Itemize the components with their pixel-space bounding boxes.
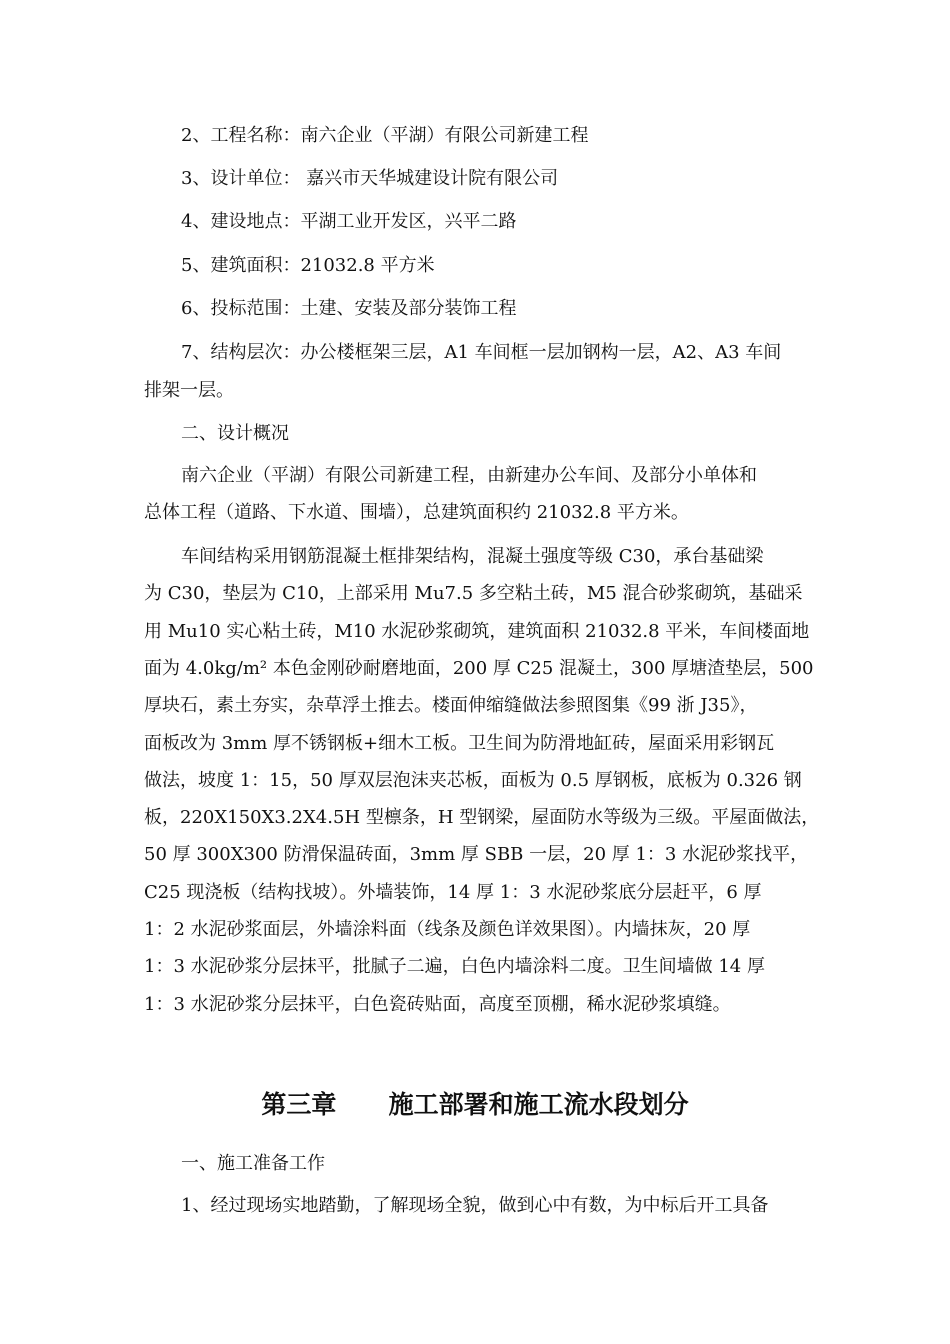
detail-line-3: 用 Mu10 实心粘土砖，M10 水泥砂浆砌筑，建筑面积 21032.8 平米，车间楼面地 — [144, 621, 810, 642]
detail-line-9: 50 厚 300X300 防滑保温砖面，3mm 厚 SBB 一层，20 厚 1：3 水泥砂浆找平， — [144, 844, 809, 865]
detail-line-10: C25 现浇板（结构找坡）。外墙装饰，14 厚 1：3 水泥砂浆底分层赶平，6 厚 — [144, 882, 762, 903]
overview-line-2: 总体工程（道路、下水道、围墙），总建筑面积约 21032.8 平方米。 — [144, 502, 689, 523]
project-name-line: 2、工程名称：南六企业（平湖）有限公司新建工程 — [181, 125, 589, 146]
site-location-line: 4、建设地点：平湖工业开发区，兴平二路 — [181, 211, 517, 232]
prep-work-heading: 一、施工准备工作 — [181, 1153, 325, 1174]
detail-line-5: 厚块石，素土夯实，杂草浮土推去。楼面伸缩缝做法参照图集《99 浙 J35》， — [144, 695, 758, 716]
design-unit-line: 3、设计单位： 嘉兴市天华城建设计院有限公司 — [181, 168, 559, 189]
detail-line-6: 面板改为 3mm 厚不锈钢板+细木工板。卫生间为防滑地缸砖，屋面采用彩钢瓦 — [144, 733, 775, 754]
bid-scope-line: 6、投标范围：土建、安装及部分装饰工程 — [181, 298, 517, 319]
detail-line-4: 面为 4.0kg/m² 本色金刚砂耐磨地面，200 厚 C25 混凝土，300 厚塘渣垫层，500 — [144, 658, 814, 679]
chapter-title: 第三章 施工部署和施工流水段划分 — [261, 1090, 689, 1119]
detail-line-2: 为 C30，垫层为 C10，上部采用 Mu7.5 多空粘土砖，M5 混合砂浆砌筑，基础采 — [144, 583, 803, 604]
detail-line-12: 1：3 水泥砂浆分层抹平，批腻子二遍，白色内墙涂料二度。卫生间墙做 14 厚 — [144, 956, 765, 977]
structure-line-1: 7、结构层次：办公楼框架三层，A1 车间框一层加钢构一层，A2、A3 车间 — [181, 342, 782, 363]
detail-line-8: 板，220X150X3.2X4.5H 型檩条，H 型钢梁，屋面防水等级为三级。平屋面做法， — [144, 807, 820, 828]
prep-item-1: 1、经过现场实地踏勤，了解现场全貌，做到心中有数，为中标后开工具备 — [181, 1195, 769, 1216]
detail-line-1: 车间结构采用钢筋混凝土框排架结构，混凝土强度等级 C30，承台基础梁 — [181, 546, 764, 567]
detail-line-11: 1：2 水泥砂浆面层，外墙涂料面（线条及颜色详效果图）。内墙抹灰，20 厚 — [144, 919, 751, 940]
building-area-line: 5、建筑面积：21032.8 平方米 — [181, 255, 435, 276]
detail-line-13: 1：3 水泥砂浆分层抹平，白色瓷砖贴面，高度至顶棚，稀水泥砂浆填缝。 — [144, 994, 731, 1015]
detail-line-7: 做法，坡度 1：15，50 厚双层泡沫夹芯板，面板为 0.5 厚钢板，底板为 0.326 钢 — [144, 770, 802, 791]
overview-line-1: 南六企业（平湖）有限公司新建工程，由新建办公车间、及部分小单体和 — [181, 465, 757, 486]
design-overview-heading: 二、设计概况 — [181, 423, 289, 444]
structure-line-2: 排架一层。 — [144, 380, 234, 401]
